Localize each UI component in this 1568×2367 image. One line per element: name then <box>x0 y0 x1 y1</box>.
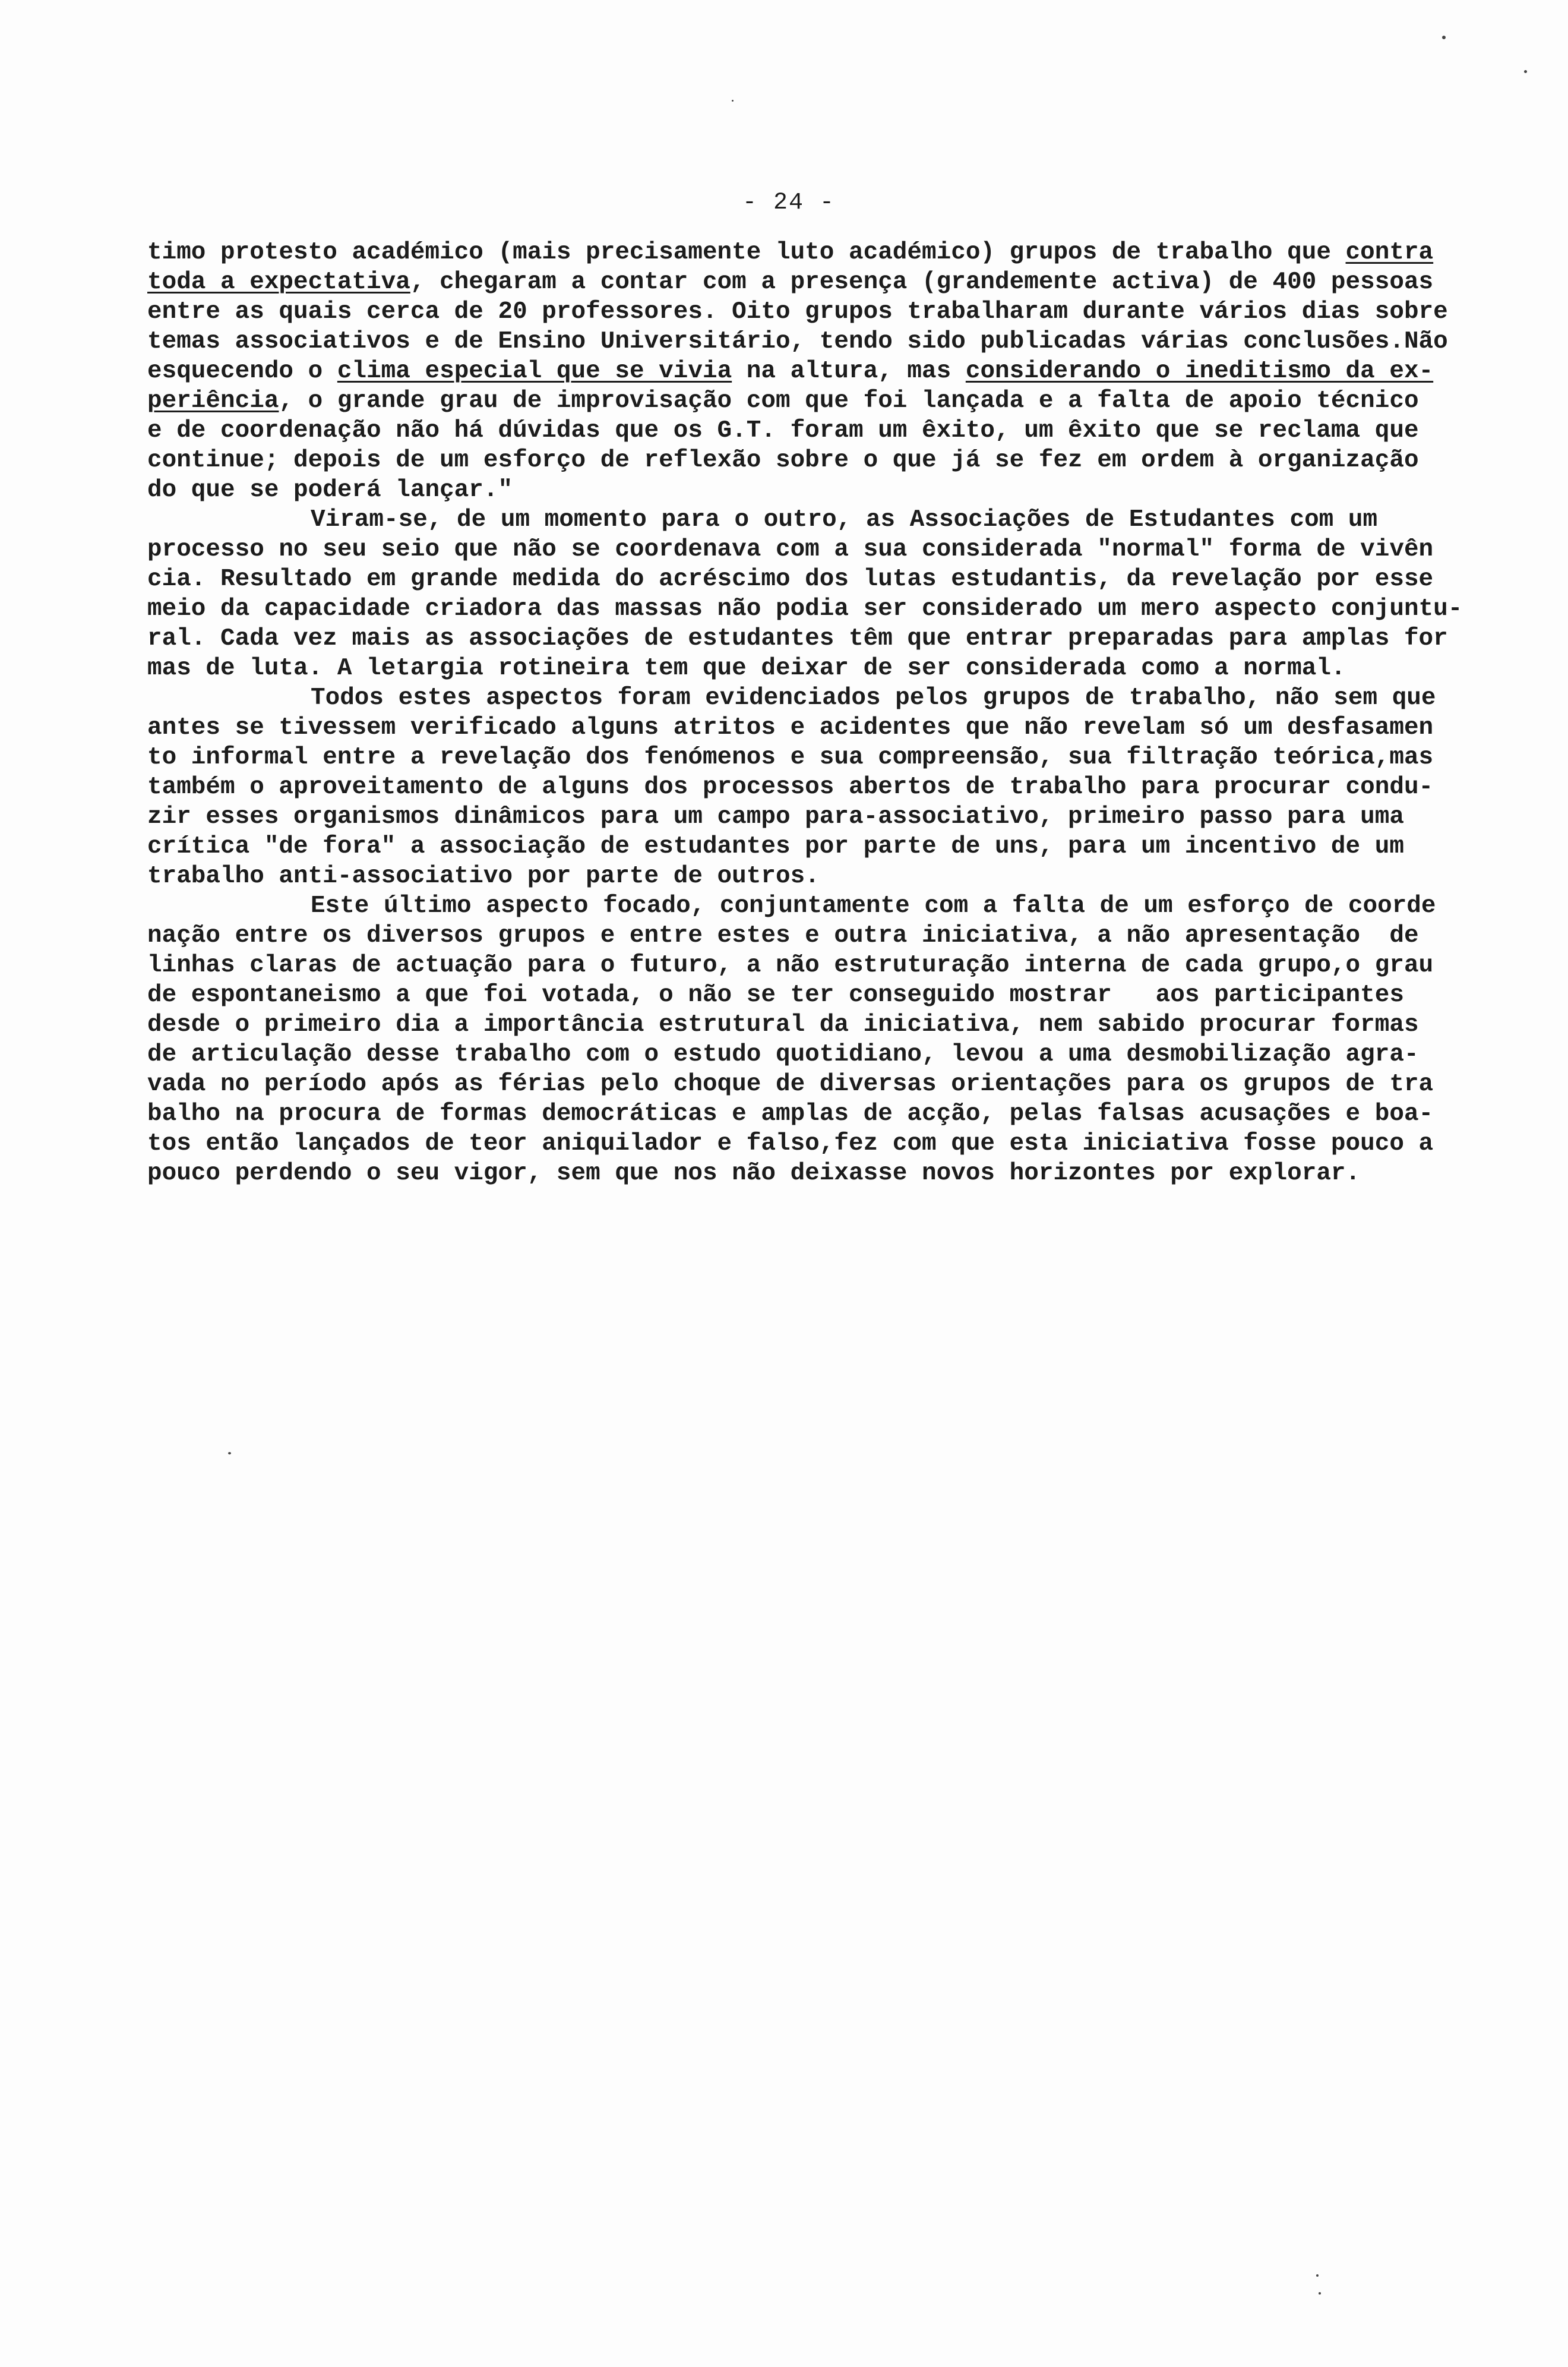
text-segment: pouco perdendo o seu vigor, sem que nos não deixasse novos horizontes por explorar. <box>147 1160 1361 1187</box>
scan-speck <box>1524 70 1527 73</box>
text-line <box>147 1040 1472 1069</box>
scan-speck <box>1316 2274 1319 2277</box>
text-line <box>147 980 1472 1010</box>
underlined-phrase: toda a expectativa <box>147 269 410 296</box>
text-line <box>147 832 1472 861</box>
text-segment: nação entre os diversos grupos e entre estes e outra iniciativa, a não apresentação de <box>147 922 1419 949</box>
text-segment: e de coordenação não há dúvidas que os G.T. foram um êxito, um êxito que se reclama que <box>147 417 1419 444</box>
text-line <box>147 327 1472 356</box>
text-line <box>147 772 1472 802</box>
text-line <box>147 683 1472 713</box>
text-segment: balho na procura de formas democráticas e amplas de acção, pelas falsas acusações e boa- <box>147 1100 1434 1128</box>
text-line <box>147 594 1472 624</box>
body-text <box>147 238 1472 1188</box>
text-segment: timo protesto académico (mais precisamente luto académico) grupos de trabalho que <box>147 239 1346 266</box>
text-segment: cia. Resultado em grande medida do acréscimo dos lutas estudantis, da revelação por esse <box>147 566 1434 593</box>
text-line <box>147 802 1472 832</box>
text-segment: também o aproveitamento de alguns dos processos abertos de trabalho para procurar condu- <box>147 774 1434 801</box>
text-segment: meio da capacidade criadora das massas não podia ser considerado um mero aspecto conjuntu- <box>147 595 1463 623</box>
scan-speck <box>1442 36 1446 39</box>
text-segment: Viram-se, de um momento para o outro, as Associações de Estudantes com um <box>311 506 1378 534</box>
text-segment: esquecendo o <box>147 358 337 385</box>
text-segment: temas associativos e de Ensino Universitário, tendo sido publicadas várias conclusões.Não <box>147 328 1448 355</box>
underlined-phrase: considerando o ineditismo da ex- <box>965 358 1434 385</box>
text-line <box>147 1010 1472 1040</box>
text-line <box>147 1069 1472 1099</box>
text-segment: Este último aspecto focado, conjuntamente com a falta de um esforço de coorde <box>311 892 1436 920</box>
text-segment: do que se poderá lançar." <box>147 476 513 504</box>
text-segment: trabalho anti-associativo por parte de outros. <box>147 863 820 890</box>
text-line <box>147 654 1472 683</box>
text-segment: tos então lançados de teor aniquilador e falso,fez com que esta iniciativa fosse pouco a <box>147 1130 1434 1157</box>
text-line <box>147 1159 1472 1188</box>
text-segment: zir esses organismos dinâmicos para um campo para-associativo, primeiro passo para uma <box>147 803 1404 831</box>
text-line <box>147 535 1472 564</box>
text-line <box>147 267 1472 297</box>
text-segment: antes se tivessem verificado alguns atritos e acidentes que não revelam só um desfasamen <box>147 714 1434 741</box>
text-line <box>147 446 1472 475</box>
underlined-phrase: clima especial que se vivia <box>337 358 732 385</box>
text-line <box>147 416 1472 446</box>
text-segment: crítica "de fora" a associação de estudantes por parte de uns, para um incentivo de um <box>147 833 1404 860</box>
text-segment: mas de luta. A letargia rotineira tem que deixar de ser considerada como a normal. <box>147 655 1346 682</box>
scan-speck <box>732 100 734 102</box>
text-line <box>147 564 1472 594</box>
text-segment: , o grande grau de improvisação com que foi lançada e a falta de apoio técnico <box>279 387 1419 415</box>
scan-speck <box>228 1452 231 1454</box>
text-segment: vada no período após as férias pelo choque de diversas orientações para os grupos de tra <box>147 1071 1434 1098</box>
text-line <box>147 861 1472 891</box>
text-line <box>147 743 1472 772</box>
text-line <box>147 891 1472 921</box>
text-line <box>147 713 1472 743</box>
text-segment: ral. Cada vez mais as associações de estudantes têm que entrar preparadas para amplas for <box>147 625 1448 652</box>
text-segment: entre as quais cerca de 20 professores. Oito grupos trabalharam durante vários dias sobre <box>147 298 1448 326</box>
underlined-phrase: contra <box>1345 239 1434 266</box>
text-segment: to informal entre a revelação dos fenómenos e sua compreensão, sua filtração teórica,mas <box>147 744 1434 771</box>
text-line <box>147 386 1472 416</box>
scan-speck <box>1319 2292 1321 2295</box>
text-segment: processo no seu seio que não se coordenava com a sua considerada "normal" forma de vivên <box>147 536 1434 563</box>
text-line <box>147 624 1472 654</box>
page-number: - 24 - <box>742 190 836 216</box>
text-line <box>147 921 1472 951</box>
text-segment: continue; depois de um esforço de reflexão sobre o que já se fez em ordem à organização <box>147 447 1419 474</box>
text-line <box>147 1129 1472 1159</box>
text-segment: desde o primeiro dia a importância estrutural da iniciativa, nem sabido procurar formas <box>147 1011 1419 1039</box>
text-line <box>147 356 1472 386</box>
text-line <box>147 238 1472 267</box>
text-segment: de articulação desse trabalho com o estudo quotidiano, levou a uma desmobilização agra- <box>147 1041 1419 1068</box>
text-line <box>147 505 1472 535</box>
text-segment: Todos estes aspectos foram evidenciados pelos grupos de trabalho, não sem que <box>311 684 1436 712</box>
text-segment: , chegaram a contar com a presença (grandemente activa) de 400 pessoas <box>410 269 1434 296</box>
underlined-phrase: periência <box>147 387 279 415</box>
text-line <box>147 475 1472 505</box>
text-line <box>147 951 1472 980</box>
text-segment: linhas claras de actuação para o futuro, a não estruturação interna de cada grupo,o grau <box>147 952 1434 979</box>
text-line <box>147 297 1472 327</box>
text-segment: na altura, mas <box>732 358 966 385</box>
text-line <box>147 1099 1472 1129</box>
text-segment: de espontaneismo a que foi votada, o não se ter conseguido mostrar aos participantes <box>147 981 1404 1009</box>
